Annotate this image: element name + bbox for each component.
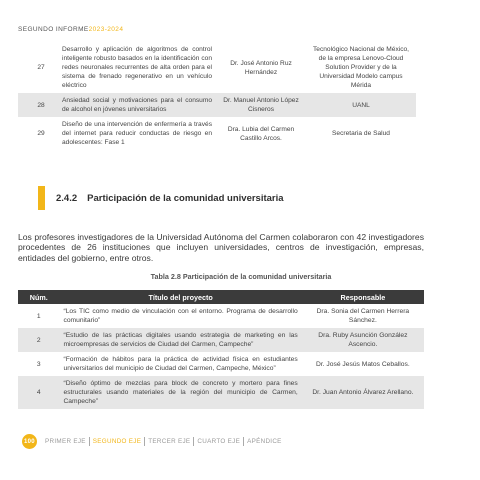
section-accent-bar bbox=[38, 186, 45, 210]
project-title: Diseño de una intervención de enfermería a través del internet para reducir conductas de riesgo en adolescentes: Fase 1 bbox=[62, 121, 212, 146]
project-institution: Tecnológico Nacional de México, de la empresa Lenovo-Cloud Solution Provider y de la Universidad Modelo campus Mérida bbox=[312, 46, 410, 89]
table-row bbox=[18, 117, 416, 150]
project-institution: UANL bbox=[306, 93, 416, 117]
nav-link-tercer-eje[interactable]: TERCER EJE bbox=[148, 438, 191, 445]
row-number: 28 bbox=[18, 93, 58, 117]
running-header bbox=[18, 26, 123, 33]
table-row bbox=[18, 376, 424, 409]
table-caption: Tabla 2.8 Participación de la comunidad universitaria bbox=[150, 272, 332, 281]
project-responsible: Dra. Lubia del Carmen Castillo Arcos. bbox=[227, 125, 295, 142]
nav-link-cuarto-eje[interactable]: CUARTO EJE bbox=[197, 438, 241, 445]
row-number: 3 bbox=[36, 360, 41, 368]
nav-link-primer-eje[interactable]: PRIMER EJE bbox=[45, 438, 86, 445]
nav-divider bbox=[89, 437, 90, 446]
page-number-badge: 100 bbox=[22, 434, 37, 449]
project-title: Desarrollo y aplicación de algoritmos de control inteligente robusto basados en la identificación con redes neuronales recurrentes de alta orden para el sistema de frenado regenerativo en un vehículo eléctrico bbox=[62, 46, 212, 89]
footer-nav bbox=[22, 434, 282, 449]
section-number: 2.4.2 bbox=[56, 192, 78, 204]
participation-table bbox=[18, 290, 424, 409]
row-number: 27 bbox=[37, 64, 45, 71]
project-title: “Estudio de las prácticas digitales usando estrategia de marketing en las microempresas de servicios de Ciudad del Carmen, Campeche” bbox=[59, 328, 301, 352]
header-report-title: SEGUNDO INFORME bbox=[18, 26, 89, 33]
project-institution: Secretaria de Salud bbox=[332, 130, 390, 137]
project-responsible: Dr. José Antonio Ruz Hernández bbox=[230, 59, 292, 76]
nav-divider bbox=[144, 437, 145, 446]
nav-divider bbox=[193, 437, 194, 446]
column-header-responsible: Responsable bbox=[302, 290, 424, 304]
project-title: Ansiedad social y motivaciones para el consumo de alcohol en jóvenes universitarios bbox=[58, 93, 216, 117]
continued-projects-table bbox=[18, 42, 416, 150]
project-responsible: Dr. Juan Antonio Álvarez Arellano. bbox=[302, 376, 424, 409]
body-paragraph: Los profesores investigadores de la Universidad Autónoma del Carmen colaboraron con 42 investigadores procedentes de 26 instituciones que incluyen universidades, centros de investigación, empresas, entidades del gobierno, entre otros. bbox=[18, 231, 424, 263]
section-title: Participación de la comunidad universitaria bbox=[87, 192, 284, 204]
table-row bbox=[18, 42, 416, 93]
row-number: 2 bbox=[18, 328, 59, 352]
row-number: 29 bbox=[37, 130, 45, 137]
table-row bbox=[18, 352, 424, 376]
table-row bbox=[18, 328, 424, 352]
table-header-row bbox=[18, 290, 424, 304]
project-title: “Los TIC como medio de vinculación con el entorno. Programa de desarrollo comunitario” bbox=[63, 308, 298, 324]
nav-link-apendice[interactable]: APÉNDICE bbox=[247, 438, 282, 445]
project-title: “Diseño óptimo de mezclas para block de concreto y mortero para fines estructurales usando materiales de la región del municipio de Carmen, Campeche” bbox=[59, 376, 301, 409]
project-responsible: Dra. Sonia del Carmen Herrera Sánchez. bbox=[316, 308, 410, 324]
project-responsible: Dr. Manuel Antonio López Cisneros bbox=[216, 93, 306, 117]
nav-link-segundo-eje[interactable]: SEGUNDO EJE bbox=[92, 438, 142, 445]
column-header-num: Núm. bbox=[18, 290, 59, 304]
section-heading bbox=[44, 186, 284, 210]
project-responsible: Dra. Ruby Asunción González Ascencio. bbox=[302, 328, 424, 352]
project-responsible: Dr. José Jesús Matos Ceballos. bbox=[316, 360, 410, 368]
row-number: 4 bbox=[18, 376, 59, 409]
header-year: 2023-2024 bbox=[88, 26, 124, 33]
row-number: 1 bbox=[36, 312, 41, 320]
table-row bbox=[18, 304, 424, 328]
nav-divider bbox=[243, 437, 244, 446]
table-row bbox=[18, 93, 416, 117]
column-header-title: Título del proyecto bbox=[59, 290, 301, 304]
project-title: “Formación de hábitos para la práctica de actividad física en estudiantes universitarios del municipio de Ciudad del Carmen, Campeche, México” bbox=[63, 356, 298, 372]
